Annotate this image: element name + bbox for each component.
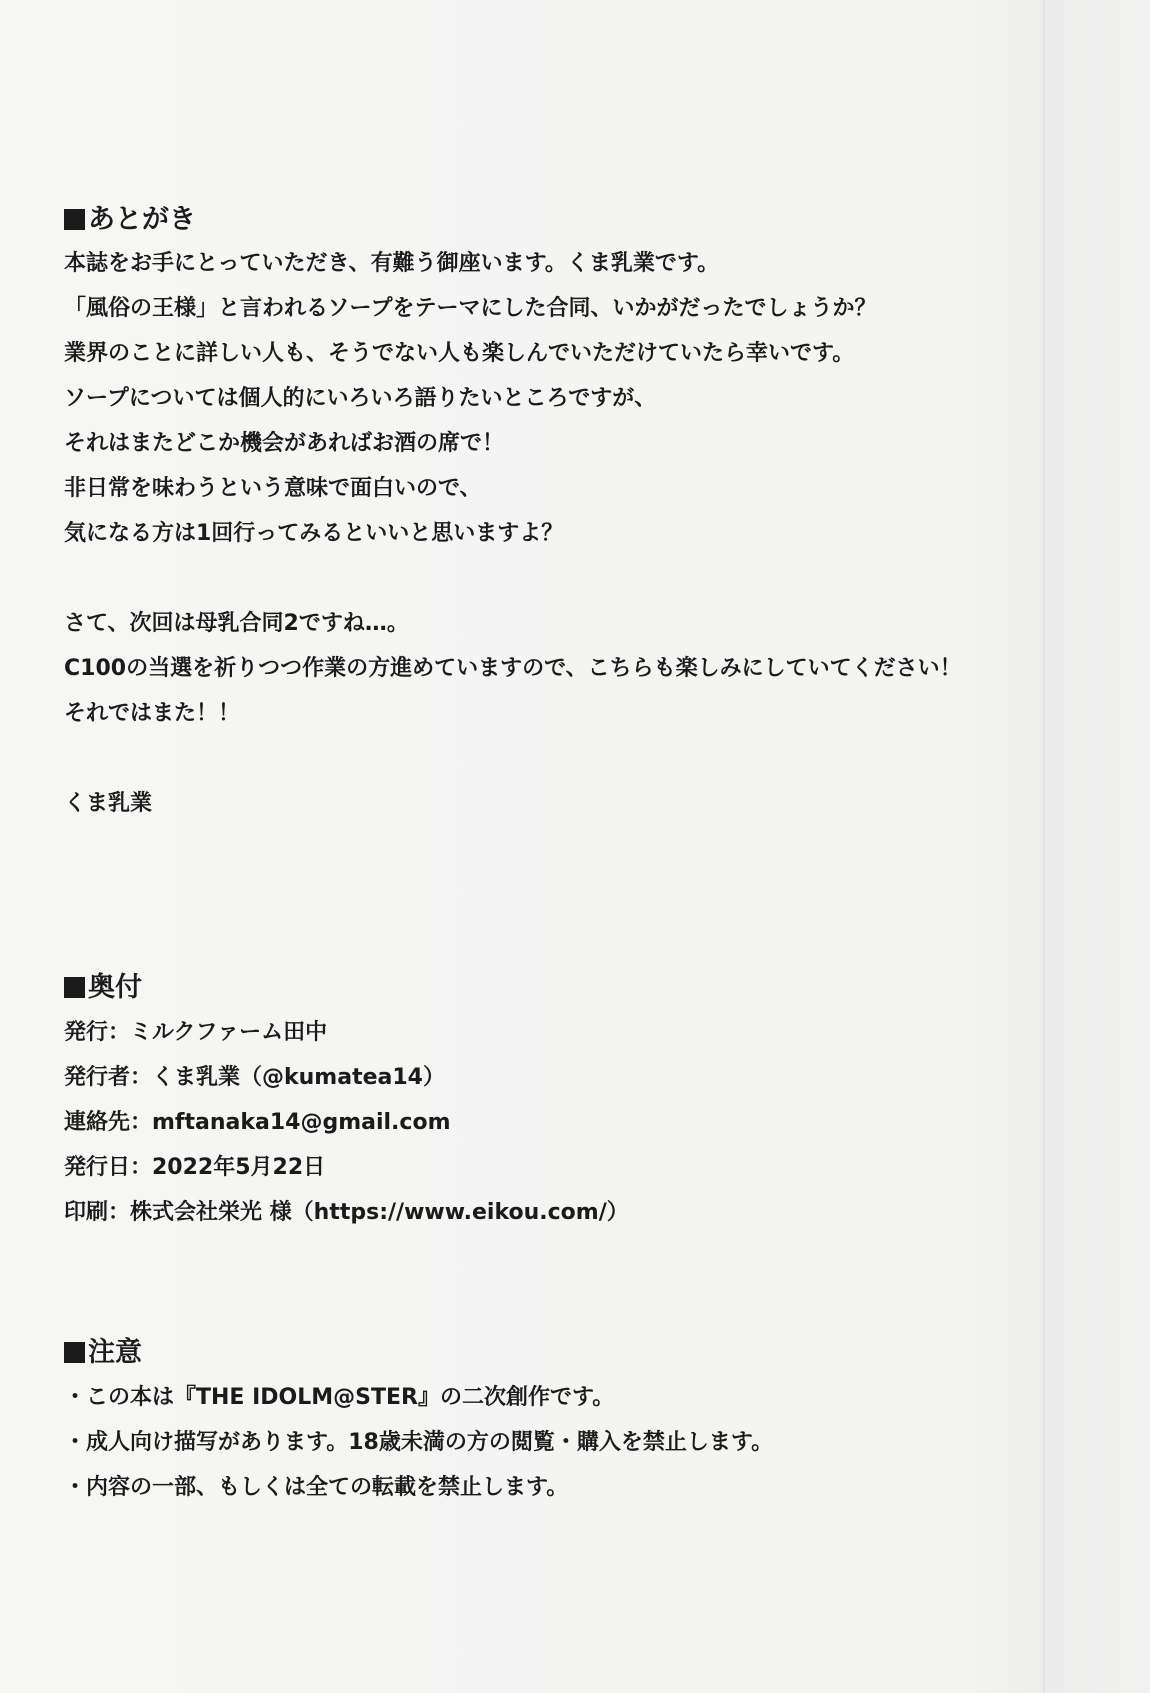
- notice-section: [64, 1335, 1104, 1510]
- square-bullet-icon: [64, 209, 85, 230]
- square-bullet-icon: [64, 1342, 85, 1363]
- notice-item: ・この本は『THE IDOLM@STER』の二次創作です。: [64, 1385, 615, 1410]
- notice-item: ・成人向け描写があります。18歳未満の方の閲覧・購入を禁止します。: [64, 1430, 774, 1455]
- colophon-date: 発行日：2022年5月22日: [64, 1155, 326, 1180]
- afterword-line: 業界のことに詳しい人も、そうでない人も楽しんでいただけていたら幸いです。: [64, 341, 855, 366]
- notice-item: ・内容の一部、もしくは全ての転載を禁止します。: [64, 1475, 569, 1500]
- afterword-line: それではまた！！: [64, 701, 241, 726]
- paragraph-spacer: [64, 556, 1104, 601]
- afterword-heading-text: あとがき: [88, 204, 196, 235]
- afterword-line: 本誌をお手にとっていただき、有難う御座います。くま乳業です。: [64, 251, 720, 276]
- afterword-section: [64, 202, 1104, 826]
- afterword-line: 非日常を味わうという意味で面白いので、: [64, 476, 482, 501]
- notice-heading: [64, 1335, 1104, 1371]
- afterword-signature: くま乳業: [64, 791, 153, 816]
- afterword-line: ソープについては個人的にいろいろ語りたいところですが、: [64, 386, 657, 411]
- paragraph-spacer: [64, 736, 1104, 781]
- square-bullet-icon: [64, 977, 85, 998]
- colophon-section: [64, 970, 1104, 1235]
- colophon-contact: 連絡先：mftanaka14@gmail.com: [64, 1110, 451, 1135]
- notice-heading-text: 注意: [88, 1337, 142, 1368]
- colophon-heading-text: 奥付: [88, 972, 142, 1003]
- colophon-heading: [64, 970, 1104, 1006]
- colophon-publisher: 発行：ミルクファーム田中: [64, 1020, 328, 1045]
- colophon-author: 発行者：くま乳業（@kumatea14）: [64, 1065, 445, 1090]
- afterword-line: C100の当選を祈りつつ作業の方進めていますので、こちらも楽しみにしていてください！: [64, 656, 962, 681]
- afterword-heading: [64, 202, 1104, 238]
- afterword-line: それはまたどこか機会があればお酒の席で！: [64, 431, 505, 456]
- afterword-line: 「風俗の王様」と言われるソープをテーマにした合同、いかがだったでしょうか？: [64, 296, 877, 321]
- afterword-line: 気になる方は1回行ってみるといいと思いますよ？: [64, 521, 564, 546]
- colophon-printer: 印刷：株式会社栄光 様（https://www.eikou.com/）: [64, 1200, 629, 1225]
- afterword-line: さて、次回は母乳合同2ですね…。: [64, 611, 409, 636]
